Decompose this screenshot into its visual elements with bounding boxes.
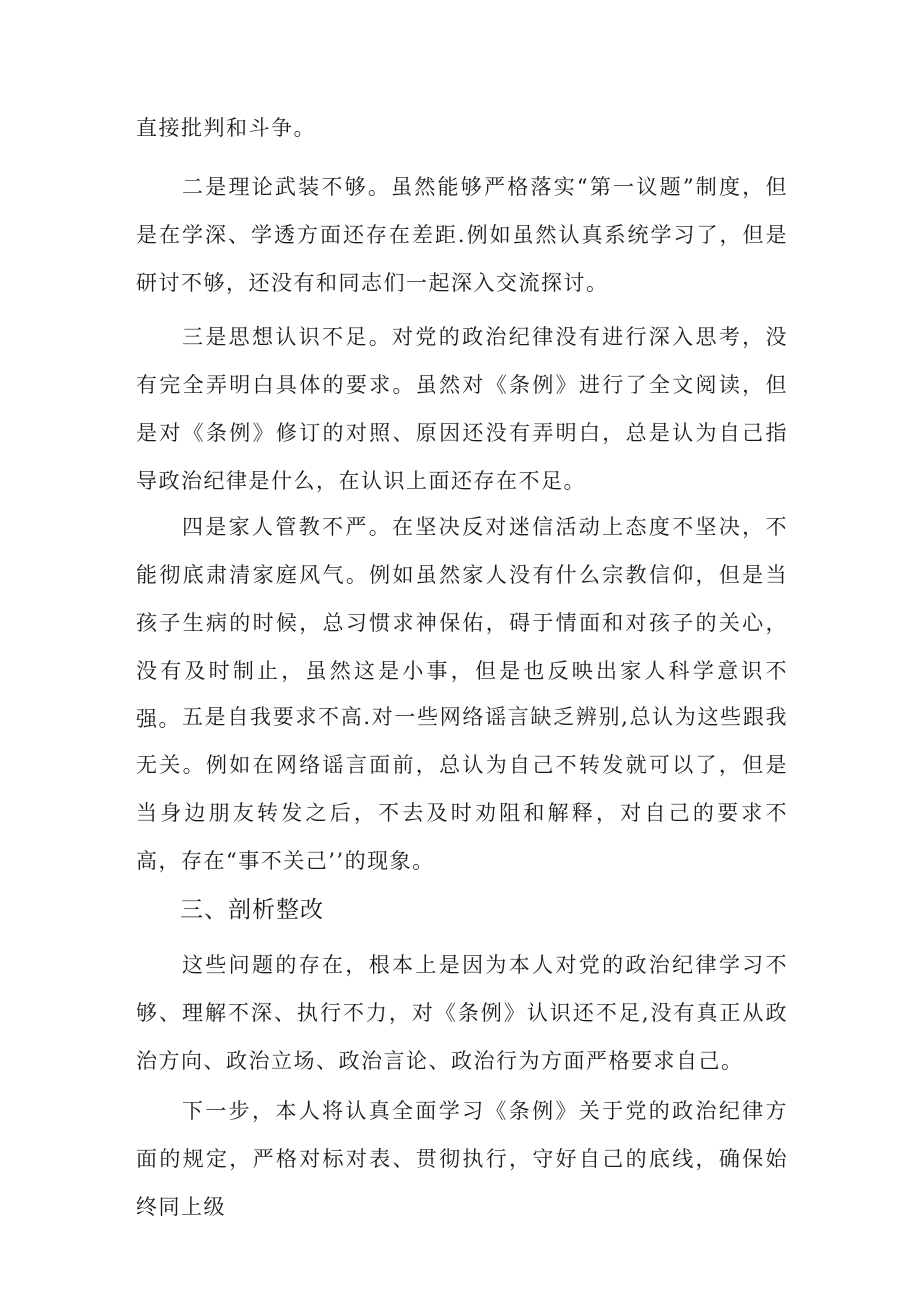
paragraph-continuation: 直接批判和斗争。 — [136, 116, 316, 140]
paragraph-next-steps: 下一步，本人将认真全面学习《条例》关于党的政治纪律方面的规定，严格对标对表、贯彻执行，守好自己的底线，确保始终同上级 — [136, 1099, 788, 1219]
paragraph-point-three: 三是思想认识不足。对党的政治纪律没有进行深入思考，没有完全弄明白具体的要求。虽然对《条例》进行了全文阅读，但是对《条例》修订的对照、原因还没有弄明白，总是认为自己指导政治纪律是什么，在认识上面还存在不足。 — [136, 325, 788, 493]
paragraph-point-two: 二是理论武装不够。虽然能够严格落实“第一议题”制度，但是在学深、学透方面还存在差距.例如虽然认真系统学习了，但是研讨不够，还没有和同志们一起深入交流探讨。 — [136, 175, 788, 295]
paragraph-analysis: 这些问题的存在，根本上是因为本人对党的政治纪律学习不够、理解不深、执行不力，对《条例》认识还不足,没有真正从政治方向、政治立场、政治言论、政治行为方面严格要求自己。 — [136, 953, 788, 1073]
paragraph-point-four: 四是家人管教不严。在坚决反对迷信活动上态度不坚决，不能彻底肃清家庭风气。例如虽然家人没有什么宗教信仰，但是当孩子生病的时候，总习惯求神保佑，碍于情面和对孩子的关心，没有及时制止，虽然这是小事，但是也反映出家人科学意识不强。 — [136, 515, 788, 731]
paragraph-point-five: 五是自我要求不高.对一些网络谣言缺乏辨别,总认为这些跟我无关。例如在网络谣言面前，总认为自己不转发就可以了，但是当身边朋友转发之后，不去及时劝阻和解释，对自己的要求不高，存在“事不关己’’的现象。 — [136, 705, 788, 873]
section-heading: 三、剖析整改 — [180, 897, 324, 923]
